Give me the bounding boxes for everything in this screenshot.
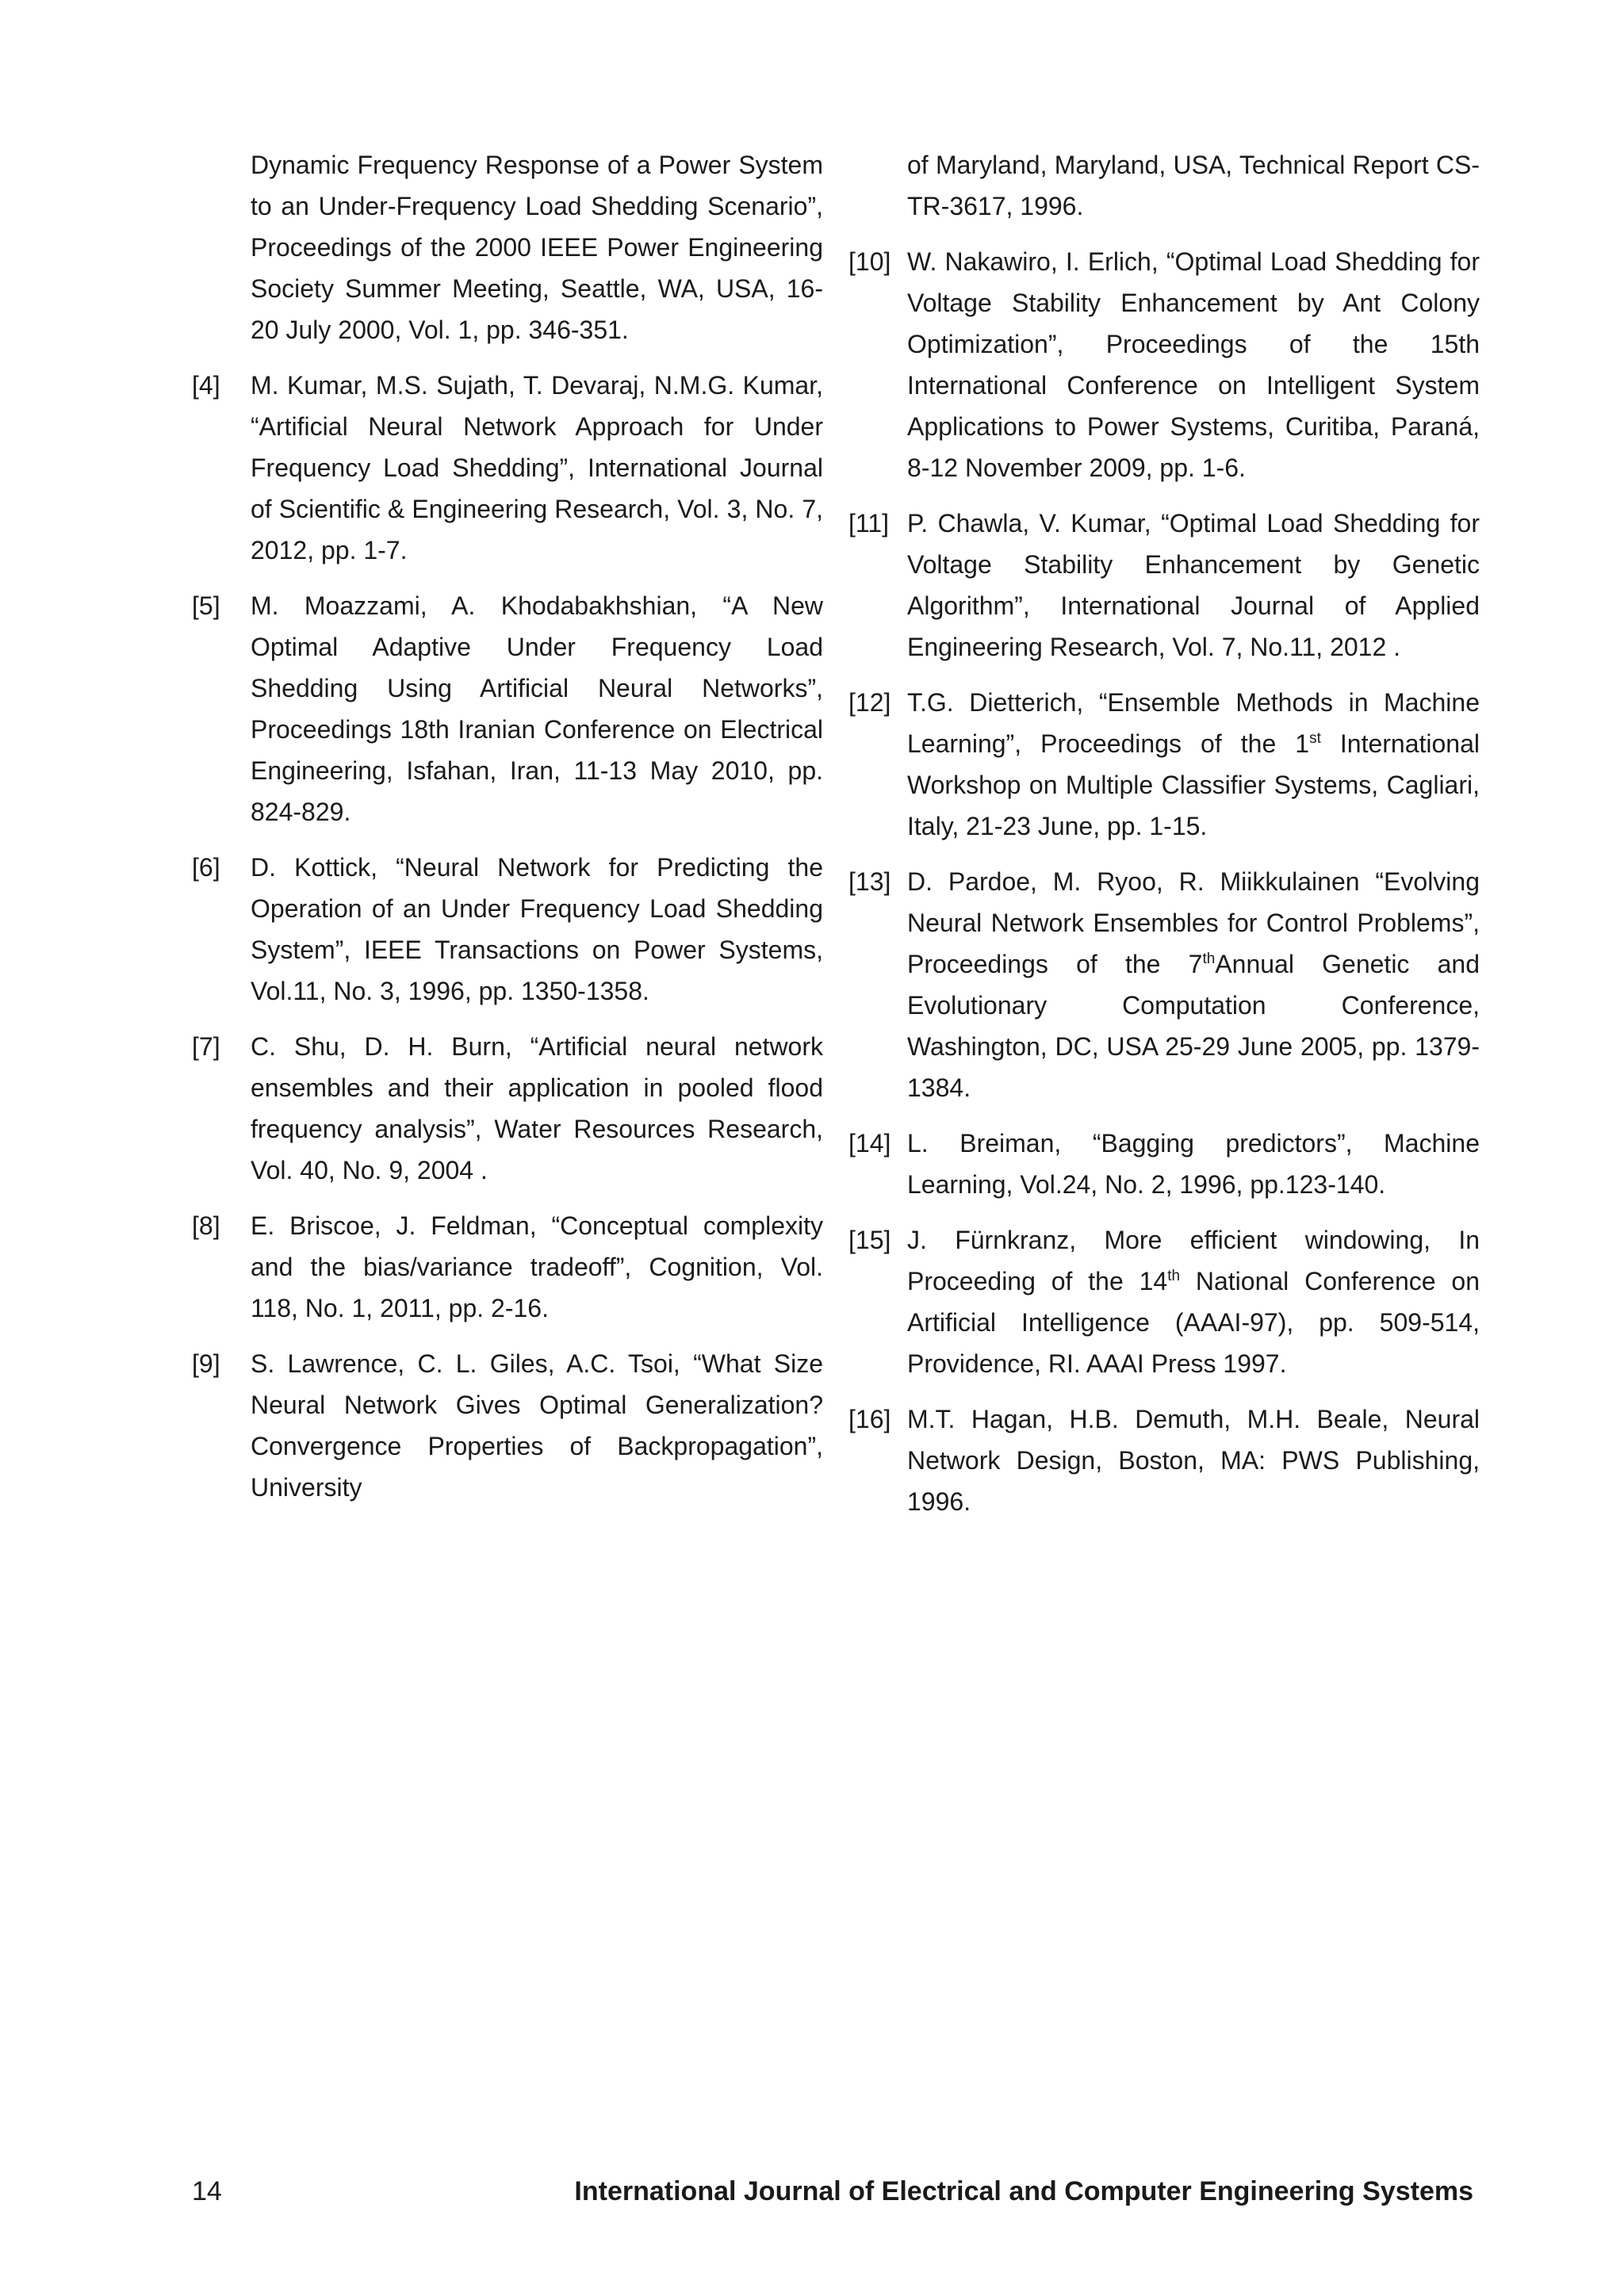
- reference-number: [5]: [192, 591, 220, 620]
- page-footer: [0, 2174, 1624, 2214]
- reference-number: [10]: [848, 247, 891, 276]
- reference-6: [192, 847, 823, 1012]
- reference-10: [848, 241, 1480, 488]
- reference-text-part: Annual Genetic and Evolutionary Computation Conference, Washington, DC, USA 25-29 June 2005, pp. 1379-1384.: [907, 950, 1480, 1102]
- reference-number: [7]: [192, 1032, 220, 1061]
- reference-text: D. Kottick, “Neural Network for Predicting the Operation of an Under Frequency Load Shedding System”, IEEE Transactions on Power Systems, Vol.11, No. 3, 1996, pp. 1350-1358.: [251, 853, 823, 1005]
- reference-9: [192, 1343, 823, 1508]
- reference-number: [8]: [192, 1211, 220, 1240]
- reference-text-part: J. Fürnkranz, More efficient windowing, In Proceeding of the 14: [907, 1226, 1480, 1295]
- reference-number: [14]: [848, 1129, 891, 1158]
- reference-text: of Maryland, Maryland, USA, Technical Report CS-TR-3617, 1996.: [907, 151, 1480, 220]
- reference-text-part: International Workshop on Multiple Classifier Systems, Cagliari, Italy, 21-23 June, pp. 1-15.: [907, 729, 1480, 840]
- reference-number: [13]: [848, 867, 891, 896]
- reference-12: [848, 682, 1480, 847]
- reference-9-continuation: [848, 144, 1480, 227]
- reference-text: P. Chawla, V. Kumar, “Optimal Load Shedding for Voltage Stability Enhancement by Genetic Algorithm”, International Journal of Applied Engineering Research, Vol. 7, No.11, 2012 .: [907, 509, 1480, 661]
- reference-text: E. Briscoe, J. Feldman, “Conceptual complexity and the bias/variance tradeoff”, Cognition, Vol. 118, No. 1, 2011, pp. 2-16.: [251, 1211, 823, 1322]
- reference-text: M. Moazzami, A. Khodabakhshian, “A New Optimal Adaptive Under Frequency Load Shedding Using Artificial Neural Networks”, Proceedings 18th Iranian Conference on Electrical Engineering, Isfahan, Iran, 11-13 May 2010, pp. 824-829.: [251, 591, 823, 826]
- reference-5: [192, 585, 823, 832]
- reference-text: [907, 861, 1480, 1108]
- reference-text-part: T.G. Dietterich, “Ensemble Methods in Machine Learning”, Proceedings of the 1: [907, 688, 1480, 758]
- reference-15: [848, 1219, 1480, 1384]
- reference-text: W. Nakawiro, I. Erlich, “Optimal Load Shedding for Voltage Stability Enhancement by Ant Colony Optimization”, Proceedings of the 15th International Conference on Intelligent System Applications to Power Systems, Curitiba, Paraná, 8-12 November 2009, pp. 1-6.: [907, 247, 1480, 482]
- reference-11: [848, 503, 1480, 668]
- reference-number: [15]: [848, 1226, 891, 1254]
- reference-number: [12]: [848, 688, 891, 717]
- references-right-column: [848, 144, 1480, 1536]
- ordinal-superscript: th: [1167, 1268, 1181, 1284]
- references-left-column: [192, 144, 823, 1522]
- reference-text: [907, 682, 1480, 847]
- reference-text: Dynamic Frequency Response of a Power System to an Under-Frequency Load Shedding Scenario”, Proceedings of the 2000 IEEE Power Engineering Society Summer Meeting, Seattle, WA, USA, 16-20 July 2000, Vol. 1, pp. 346-351.: [251, 151, 823, 344]
- reference-text-part: National Conference on Artificial Intelligence (AAAI-97), pp. 509-514, Providence, RI. AAAI Press 1997.: [907, 1267, 1480, 1378]
- reference-text: [907, 1219, 1480, 1384]
- reference-14: [848, 1123, 1480, 1205]
- reference-4: [192, 365, 823, 571]
- reference-number: [4]: [192, 371, 220, 400]
- reference-7: [192, 1026, 823, 1191]
- reference-3-continuation: [192, 144, 823, 350]
- ordinal-superscript: st: [1309, 730, 1321, 747]
- reference-8: [192, 1205, 823, 1329]
- reference-text-part: D. Pardoe, M. Ryoo, R. Miikkulainen “Evolving Neural Network Ensembles for Control Problems”, Proceedings of the 7: [907, 867, 1480, 978]
- reference-text: S. Lawrence, C. L. Giles, A.C. Tsoi, “What Size Neural Network Gives Optimal Generalization? Convergence Properties of Backpropagation”, University: [251, 1349, 823, 1502]
- reference-text: M. Kumar, M.S. Sujath, T. Devaraj, N.M.G. Kumar, “Artificial Neural Network Approach for Under Frequency Load Shedding”, International Journal of Scientific & Engineering Research, Vol. 3, No. 7, 2012, pp. 1-7.: [251, 371, 823, 564]
- reference-13: [848, 861, 1480, 1108]
- reference-number: [9]: [192, 1349, 220, 1378]
- reference-text: C. Shu, D. H. Burn, “Artificial neural network ensembles and their application in pooled flood frequency analysis”, Water Resources Research, Vol. 40, No. 9, 2004 .: [251, 1032, 823, 1184]
- reference-number: [11]: [848, 509, 889, 538]
- ordinal-superscript: th: [1202, 951, 1216, 967]
- reference-text: M.T. Hagan, H.B. Demuth, M.H. Beale, Neural Network Design, Boston, MA: PWS Publishing, 1996.: [907, 1405, 1480, 1516]
- reference-number: [6]: [192, 853, 220, 882]
- reference-16: [848, 1399, 1480, 1522]
- reference-number: [16]: [848, 1405, 891, 1433]
- journal-name: International Journal of Electrical and Computer Engineering Systems: [574, 2176, 1473, 2206]
- page-number: 14: [192, 2176, 222, 2206]
- reference-text: L. Breiman, “Bagging predictors”, Machine Learning, Vol.24, No. 2, 1996, pp.123-140.: [907, 1129, 1480, 1199]
